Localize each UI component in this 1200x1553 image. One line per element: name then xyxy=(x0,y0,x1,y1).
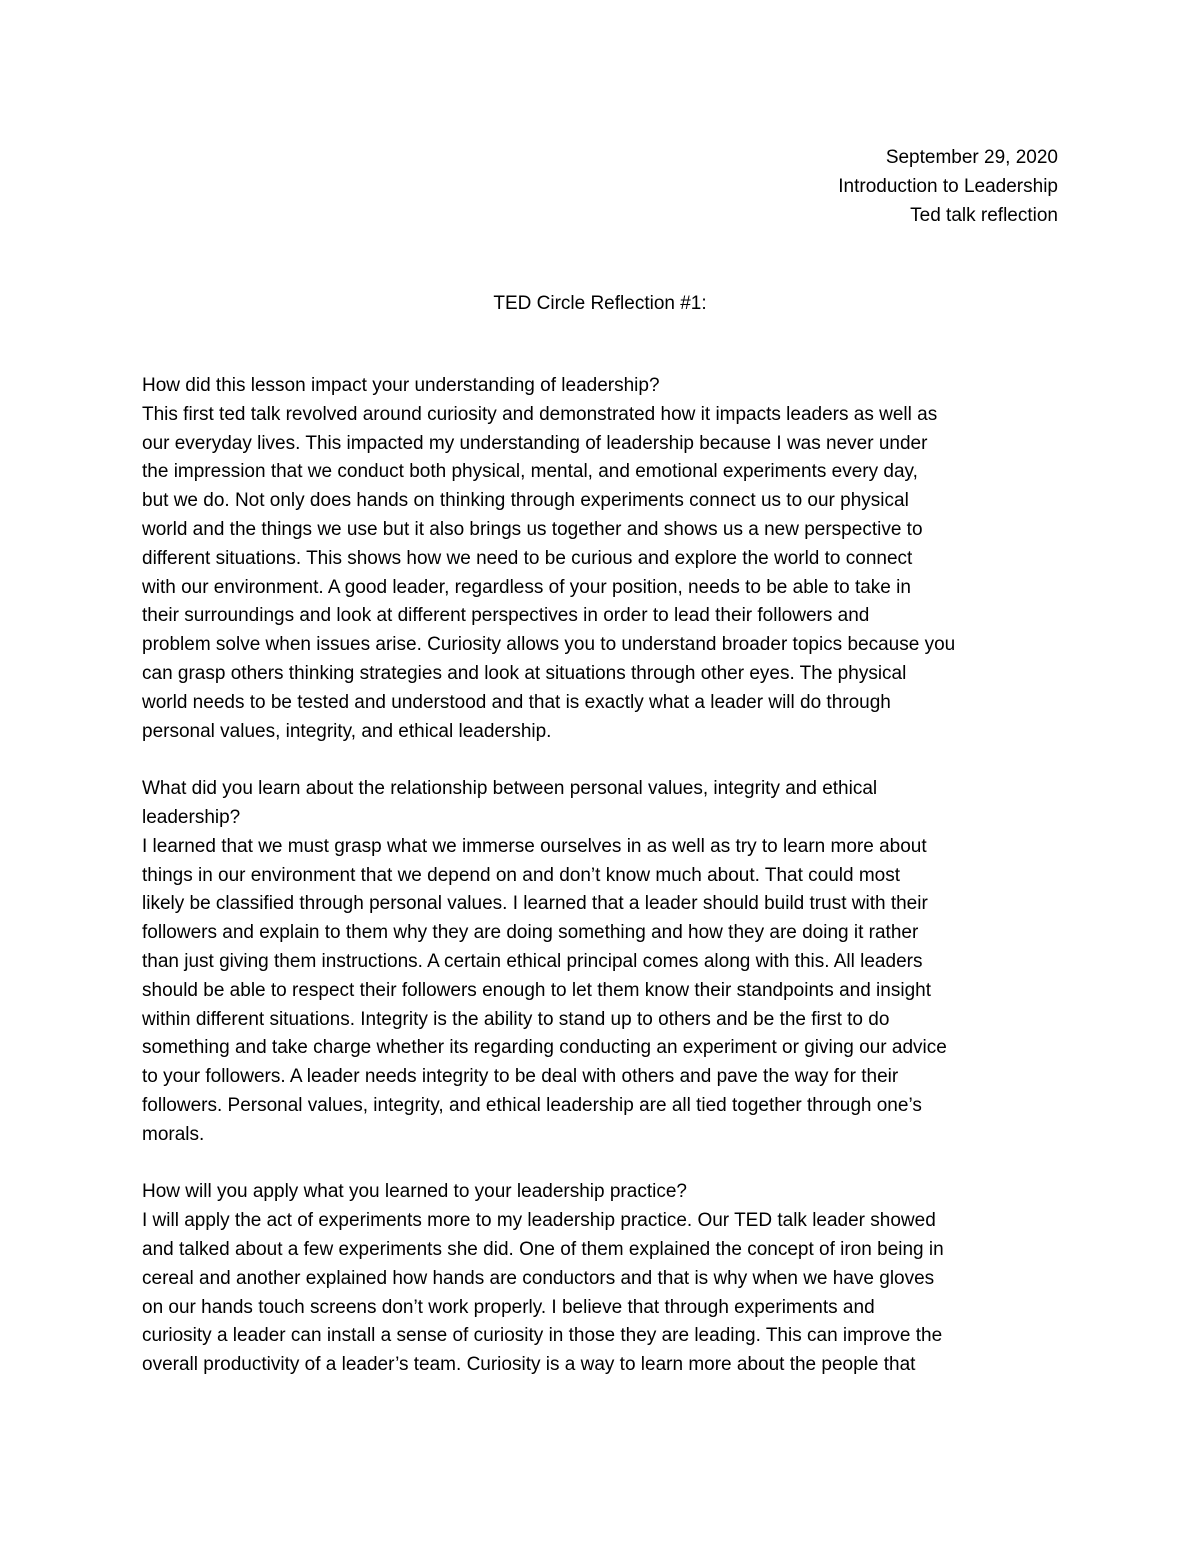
answer-1-line: our everyday lives. This impacted my understanding of leadership because I was never under xyxy=(142,432,928,454)
answer-1-line: world and the things we use but it also brings us together and shows us a new perspective to xyxy=(142,518,923,540)
document-date: September 29, 2020 xyxy=(885,147,1058,168)
answer-2-line: followers. Personal values, integrity, and ethical leadership are all tied together through one’s xyxy=(142,1094,922,1116)
answer-3-line: curiosity a leader can install a sense of curiosity in those they are leading. This can improve the xyxy=(142,1325,943,1347)
answer-1-line: but we do. Not only does hands on thinking through experiments connect us to our physical xyxy=(142,490,909,512)
answer-1-line: problem solve when issues arise. Curiosity allows you to understand broader topics because you xyxy=(142,634,956,656)
course-name: Introduction to Leadership xyxy=(838,176,1058,197)
answer-1-line: world needs to be tested and understood and that is exactly what a leader will do through xyxy=(142,691,891,713)
question-2-line: leadership? xyxy=(142,806,241,828)
answer-1-line: This first ted talk revolved around curiosity and demonstrated how it impacts leaders as well as xyxy=(142,403,938,425)
answer-1-line: can grasp others thinking strategies and look at situations through other eyes. The physical xyxy=(142,662,907,684)
question-2-line: What did you learn about the relationship between personal values, integrity and ethical xyxy=(142,778,878,800)
paragraph-gap xyxy=(142,746,1062,775)
answer-2-line: morals. xyxy=(142,1123,205,1145)
answer-2-line: I learned that we must grasp what we immerse ourselves in as well as try to learn more about xyxy=(142,835,927,857)
answer-2-line: to your followers. A leader needs integrity to be deal with others and pave the way for their xyxy=(142,1066,899,1088)
question-1: How did this lesson impact your understanding of leadership? xyxy=(142,375,660,396)
answer-2-line: something and take charge whether its regarding conducting an experiment or giving our advice xyxy=(142,1037,947,1059)
question-3: How will you apply what you learned to your leadership practice? xyxy=(142,1181,687,1203)
assignment-name: Ted talk reflection xyxy=(910,205,1058,226)
answer-3-line: overall productivity of a leader’s team. Curiosity is a way to learn more about the people that xyxy=(142,1354,916,1376)
answer-2-line: should be able to respect their followers enough to let them know their standpoints and insight xyxy=(142,979,931,1001)
header-block xyxy=(838,143,1058,230)
answer-2-line: than just giving them instructions. A certain ethical principal comes along with this. All leaders xyxy=(142,950,923,972)
answer-2-line: things in our environment that we depend on and don’t know much about. That could most xyxy=(142,864,901,886)
paragraph-gap xyxy=(142,1150,1062,1179)
answer-3-line: cereal and another explained how hands are conductors and that is why when we have gloves xyxy=(142,1267,935,1289)
answer-2-line: likely be classified through personal values. I learned that a leader should build trust with their xyxy=(142,893,928,915)
answer-1-line: their surroundings and look at different perspectives in order to lead their followers and xyxy=(142,605,870,627)
document-title: TED Circle Reflection #1: xyxy=(493,293,707,314)
answer-1-line: the impression that we conduct both physical, mental, and emotional experiments every day, xyxy=(142,461,918,483)
document-body xyxy=(142,372,1062,1380)
answer-3-line: on our hands touch screens don’t work properly. I believe that through experiments and xyxy=(142,1296,875,1318)
answer-3-line: and talked about a few experiments she did. One of them explained the concept of iron being in xyxy=(142,1238,944,1260)
answer-2-line: followers and explain to them why they are doing something and how they are doing it rather xyxy=(142,922,919,944)
answer-3-line: I will apply the act of experiments more to my leadership practice. Our TED talk leader showed xyxy=(142,1210,936,1232)
answer-1-line: personal values, integrity, and ethical leadership. xyxy=(142,720,552,742)
answer-1-line: with our environment. A good leader, regardless of your position, needs to be able to take in xyxy=(142,576,911,598)
answer-1-line: different situations. This shows how we need to be curious and explore the world to connect xyxy=(142,547,913,569)
answer-2-line: within different situations. Integrity is the ability to stand up to others and be the first to do xyxy=(142,1008,890,1030)
